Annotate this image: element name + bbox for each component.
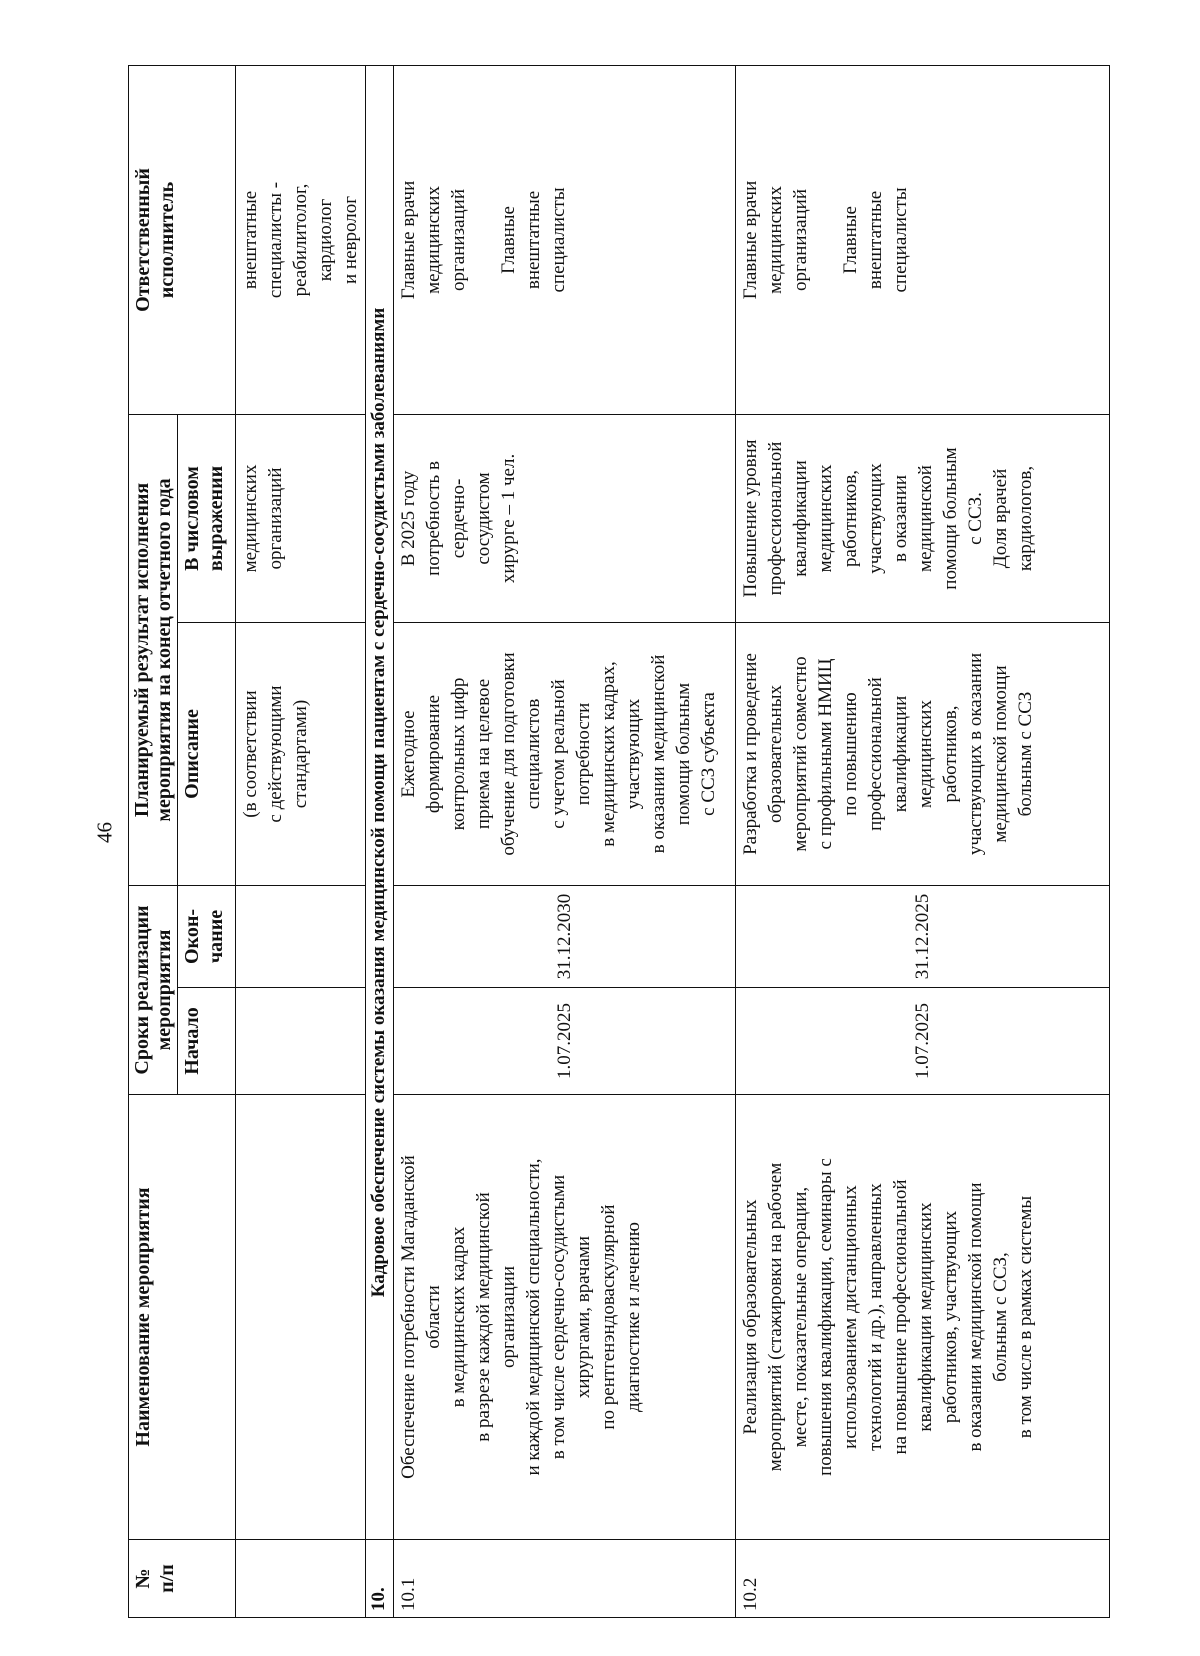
header-planned: Планируемый результат исполнения мероприятия на конец отчетного года [129, 414, 178, 885]
row-responsible: Главные врачи медицинских организаций Главные внештатные специалисты [394, 65, 736, 414]
table-row-10-2 [736, 65, 1110, 1617]
header-name: Наименование мероприятия [129, 1095, 236, 1540]
cont-start [236, 988, 366, 1095]
page-number: 46 [92, 822, 117, 843]
row-name: Обеспечение потребности Магаданской области в медицинских кадрах в разрезе каждой медицинской организации и каждой медицинской специальности, в том числе сердечно-сосудистыми хирургами, врачами по рентгенэндоваскулярной диагностике и лечению [394, 1095, 736, 1540]
continuation-row [236, 65, 366, 1617]
cont-responsible: внештатные специалисты - реабилитолог, кардиолог и невролог [236, 65, 366, 414]
cont-num [236, 1540, 366, 1618]
row-num: 10.2 [736, 1540, 1110, 1618]
header-description: Описание [178, 622, 236, 885]
row-numeric: Повышение уровня профессиональной квалификации медицинских работников, участвующих в оказании медицинской помощи больным с ССЗ. Доля врачей кардиологов, [736, 414, 1110, 622]
header-terms: Сроки реализации мероприятия [129, 885, 178, 1094]
rotated-table-wrapper [128, 66, 1106, 1618]
header-responsible: Ответственный исполнитель [129, 65, 236, 414]
header-num: № п/п [129, 1540, 236, 1618]
header-row-1 [129, 65, 178, 1617]
section-row [366, 65, 394, 1617]
cont-description: (в соответствии с действующими стандартами) [236, 622, 366, 885]
header-end: Окон- чание [178, 885, 236, 987]
row-name: Реализация образовательных мероприятий (стажировки на рабочем месте, показательные операции, повышения квалификации, семинары с использованием дистанционных технологий и др.), направленных на повышение профессиональной квалификации медицинских работников, участвующих в оказании медицинской помощи больным с ССЗ, в том числе в рамках системы [736, 1095, 1110, 1540]
row-description: Разработка и проведение образовательных мероприятий совместно с профильными НМИЦ по повышению профессиональной квалификации медицинских работников, участвующих в оказании медицинской помощи больным с ССЗ [736, 622, 1110, 885]
section-title: Кадровое обеспечение системы оказания медицинской помощи пациентам с сердечно-сосудистыми заболеваниями [366, 65, 394, 1539]
cont-numeric: медицинских организаций [236, 414, 366, 622]
header-start: Начало [178, 988, 236, 1095]
activities-table [128, 65, 1110, 1618]
table-row-10-1 [394, 65, 736, 1617]
section-num: 10. [366, 1540, 394, 1618]
row-end-date: 31.12.2030 [394, 885, 736, 987]
row-start-date: 1.07.2025 [394, 988, 736, 1095]
row-responsible: Главные врачи медицинских организаций Главные внештатные специалисты [736, 65, 1110, 414]
row-num: 10.1 [394, 1540, 736, 1618]
row-start-date: 1.07.2025 [736, 988, 1110, 1095]
row-numeric: В 2025 году потребность в сердечно- сосудистом хирурге – 1 чел. [394, 414, 736, 622]
header-numeric: В числовом выражении [178, 414, 236, 622]
cont-name [236, 1095, 366, 1540]
row-end-date: 31.12.2025 [736, 885, 1110, 987]
cont-end [236, 885, 366, 987]
row-description: Ежегодное формирование контрольных цифр приема на целевое обучение для подготовки специалистов с учетом реальной потребности в медицинских кадрах, участвующих в оказании медицинской помощи больным с ССЗ субъекта [394, 622, 736, 885]
